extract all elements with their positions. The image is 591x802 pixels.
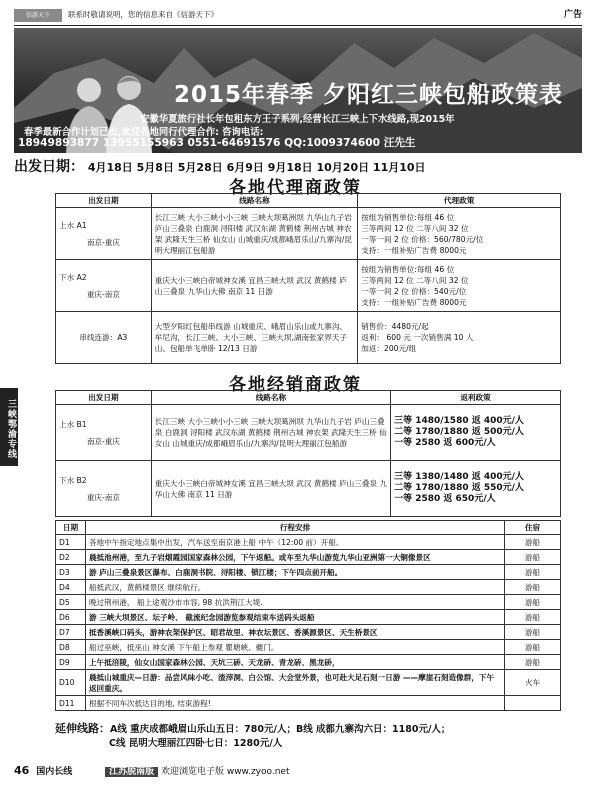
plan-cell: 船抵武汉，黄鹤楼景区 继续航行。 (85, 580, 504, 595)
header-tagline: 联系时敬请说明，您的信息来自《信游天下》 (68, 10, 218, 19)
footer-brand: 江苏脱南版 (105, 767, 158, 777)
table-row (56, 595, 561, 610)
banner-line-1: 安徽华夏旅行社长年包租东方王子系列,经营长江三峡上下水线路,现2015年 (140, 114, 455, 125)
table-row (56, 640, 561, 655)
date-cell (56, 405, 152, 461)
policy-line: 三等两间 12 位 二等八间 32 位 (361, 223, 469, 233)
day-cell: D11 (56, 696, 86, 711)
policy-line: 加返：200元/组 (361, 344, 417, 353)
col-header: 出发日期 (56, 391, 152, 405)
distributor-section-title: 各地经销商政策 (229, 375, 362, 395)
col-header: 代理政策 (358, 194, 561, 208)
table-row (56, 580, 561, 595)
plan-cell: 船过巫峡，抵巫山 神女溪 下午船上参观 瞿塘峡、夔门。 (85, 640, 504, 655)
distributor-policy-table (55, 390, 561, 517)
day-cell: D7 (56, 625, 86, 640)
departure-date-list: 4月18日 5月8日 5月28日 6月9日 9月18日 10月20日 11月10日 (87, 161, 426, 174)
policy-cell (358, 208, 561, 260)
plan-cell: 晨抵山城重庆—日游：品尝风味小吃、渣滓洞、白公馆、大会堂外景，也可赴大足石刻一日游 ——摩崖石刻造像群，下午返回重庆。 (85, 670, 504, 696)
date-cell (56, 260, 152, 312)
extension-line: A线 重庆成都峨眉山乐山五日：780元/人；B线 成都九寨沟六日：1180元/人； (110, 724, 451, 735)
table-header-row (56, 194, 561, 208)
route-code: 下水 B2 (59, 475, 87, 485)
route-city: 南京-重庆 (86, 436, 120, 446)
table-header-row (56, 521, 561, 535)
route-city: 重庆-南京 (86, 289, 120, 299)
policy-cell (358, 312, 561, 364)
table-row (56, 670, 561, 696)
page-footer (14, 764, 289, 777)
table-row (56, 535, 561, 550)
table-row (56, 610, 561, 625)
date-cell (56, 312, 152, 364)
policy-line: 返利： 600 元 一次销售满 10 人 (361, 333, 474, 342)
policy-line: 按组为销售单位:每组 46 位 (361, 212, 455, 222)
stay-cell: 游船 (505, 535, 561, 550)
plan-cell: 各地中午指定地点集中出发，汽车送至南京港上船 中午（12:00 前）开船。 (85, 535, 504, 550)
stay-cell: 游船 (505, 595, 561, 610)
policy-line: 支持：一组补贴广告费 8000元 (361, 297, 467, 307)
table-row (56, 461, 561, 517)
day-cell: D8 (56, 640, 86, 655)
policy-line: 一等一间 2 位 价格：560/780元/位 (361, 234, 484, 244)
day-cell: D2 (56, 550, 86, 565)
stay-cell: 游船 (505, 655, 561, 670)
extension-routes (55, 722, 450, 751)
plan-cell: 晚过荆州港， 船上途观沙市市容, 98 抗洪荆江大堤. (85, 595, 504, 610)
route-city: 南京-重庆 (86, 237, 120, 247)
stay-cell: 游船 (505, 550, 561, 565)
route-city: 重庆-南京 (86, 492, 120, 502)
date-cell (56, 461, 152, 517)
table-row (56, 550, 561, 565)
publication-logo: 信游天下 (14, 9, 62, 22)
policy-cell (391, 405, 561, 461)
policy-line: 销售价：4480元/起 (361, 322, 429, 331)
stay-cell: 游船 (505, 565, 561, 580)
stay-cell (505, 696, 561, 711)
table-row (56, 565, 561, 580)
day-cell: D9 (56, 655, 86, 670)
policy-line: 三等两间 12 位 二等八间 32 位 (361, 275, 469, 285)
date-cell (56, 208, 152, 260)
stay-cell: 游船 (505, 580, 561, 595)
ad-tag: 广告 (563, 10, 582, 20)
policy-line: 一等 2580 返 600元/人 (394, 438, 496, 448)
policy-cell (358, 260, 561, 312)
table-row (56, 312, 561, 364)
route-cell: 长江三峡 大小三峡小小三峡 三峡大坝葛洲坝 九华山九子岩 庐山三叠泉 白鹿洞 浔阳楼 武汉东湖 黄鹤楼 荆州古城 神农架 武隆天生三桥 仙女山 山城重庆/成都峨眉乐山/九寨沟/昆明大理丽江包船游 (151, 405, 390, 461)
route-code: 下水 A2 (59, 272, 87, 282)
policy-line: 二等 1780/1880 返 500元/人 (394, 427, 524, 437)
banner-contact: 18949893877 13955155963 0551-64691576 QQ:1009374600 汪先生 (18, 137, 416, 149)
banner-title: 2015年春季 夕阳红三峡包船政策表 (174, 82, 564, 108)
col-header: 出发日期 (56, 194, 152, 208)
table-row (56, 625, 561, 640)
section-side-tab: 三峡鄂渝专线 (0, 388, 18, 466)
agent-section-title: 各地代理商政策 (229, 178, 362, 198)
stay-cell: 游船 (505, 610, 561, 625)
agent-policy-table (55, 193, 561, 364)
plan-cell: 游 三峡大坝景区、坛子岭、 截流纪念园游览参观结束车送码头返船 (85, 610, 504, 625)
top-header (14, 6, 582, 26)
route-cell: 大型夕阳红包船串线游 山城重庆、峨眉山乐山或九寨沟、牟尼沟，长江三峡、大小三峡、三峡大坝,湖南张家界天子山、包船单飞单卧 12/13 日游 (151, 312, 357, 364)
day-cell: D10 (56, 670, 86, 696)
day-cell: D6 (56, 610, 86, 625)
itinerary-table (55, 520, 561, 711)
plan-cell: 上午抵涪陵，仙女山国家森林公园、天坑三硚、天龙硚、青龙硚、黑龙硚， (85, 655, 504, 670)
col-header: 线路名称 (151, 391, 390, 405)
extension-label: 延伸线路： (55, 722, 110, 735)
route-cell: 重庆大小三峡白帝城神女溪 宜昌三峡大坝 武汉 黄鹤楼 庐山三叠泉 九华山大佛 南京 11 日游 (151, 461, 390, 517)
route-code: 串线连游：A3 (79, 333, 128, 342)
col-header: 线路名称 (151, 194, 357, 208)
route-cell: 长江三峡 大小三峡小小三峡 三峡大坝葛洲坝 九华山九子岩 庐山三叠泉 白鹿洞 浔阳楼 武汉东湖 黄鹤楼 荆州古城 神农架 武隆天生三桥 仙女山 山城重庆/成都峨眉乐山/九寨沟/昆明大理丽江包船游 (151, 208, 357, 260)
policy-line: 一等 2580 返 650元/人 (394, 494, 496, 504)
table-header-row (56, 391, 561, 405)
policy-line: 三等 1480/1580 返 400元/人 (394, 416, 524, 426)
footer-section: 国内长线 (36, 767, 73, 777)
day-cell: D4 (56, 580, 86, 595)
table-row (56, 208, 561, 260)
policy-line: 按组为销售单位:每组 46 位 (361, 264, 455, 274)
table-row (56, 655, 561, 670)
col-header: 返利政策 (391, 391, 561, 405)
route-code: 上水 B1 (59, 419, 87, 429)
col-header: 日期 (56, 521, 86, 535)
policy-line: 一等一间 2 位 价格：540元/位 (361, 286, 467, 296)
banner-line-2: 春季最新合作计划已出,欢迎各地同行代理合作: 咨询电话: (24, 127, 264, 138)
plan-cell: 晨抵池州港，至九子岩烟霞园国家森林公园，下午返船。或车至九华山游览九华山亚洲第一大铜像景区 (85, 550, 504, 565)
stay-cell: 游船 (505, 625, 561, 640)
stay-cell: 火车 (505, 670, 561, 696)
plan-cell: 游 庐山三叠泉景区瀑布、白鹿洞书院、浔阳楼、锁江楼；下午四点前开船。 (85, 565, 504, 580)
extension-line: C线 昆明大理丽江四卧七日：1280元/人 (109, 738, 283, 749)
policy-line: 三等 1380/1480 返 400元/人 (394, 472, 524, 482)
departure-label: 出发日期： (14, 159, 84, 175)
table-row (56, 696, 561, 711)
table-row (56, 260, 561, 312)
route-code: 上水 A1 (59, 220, 87, 230)
route-cell: 重庆大小三峡白帝城神女溪 宜昌三峡大坝 武汉 黄鹤楼 庐山三叠泉 九华山大佛 南京 11 日游 (151, 260, 357, 312)
footer-url: 欢迎浏览电子版 www.zyoo.net (160, 767, 290, 777)
policy-cell (391, 461, 561, 517)
day-cell: D3 (56, 565, 86, 580)
plan-cell: 抵香溪峡口码头，游神农架保护区、昭君故里、神农坛景区、香溪源景区、天生桥景区 (85, 625, 504, 640)
page-number: 46 (14, 764, 30, 777)
policy-line: 支持：一组补贴广告费 8000元 (361, 245, 467, 255)
plan-cell: 根据不同车次抵达目的地, 结束游程! (85, 696, 504, 711)
banner (14, 28, 582, 153)
day-cell: D5 (56, 595, 86, 610)
stay-cell: 游船 (505, 640, 561, 655)
col-header: 行程安排 (85, 521, 504, 535)
col-header: 住宿 (505, 521, 561, 535)
table-row (56, 405, 561, 461)
day-cell: D1 (56, 535, 86, 550)
policy-line: 二等 1780/1880 返 550元/人 (394, 483, 524, 493)
